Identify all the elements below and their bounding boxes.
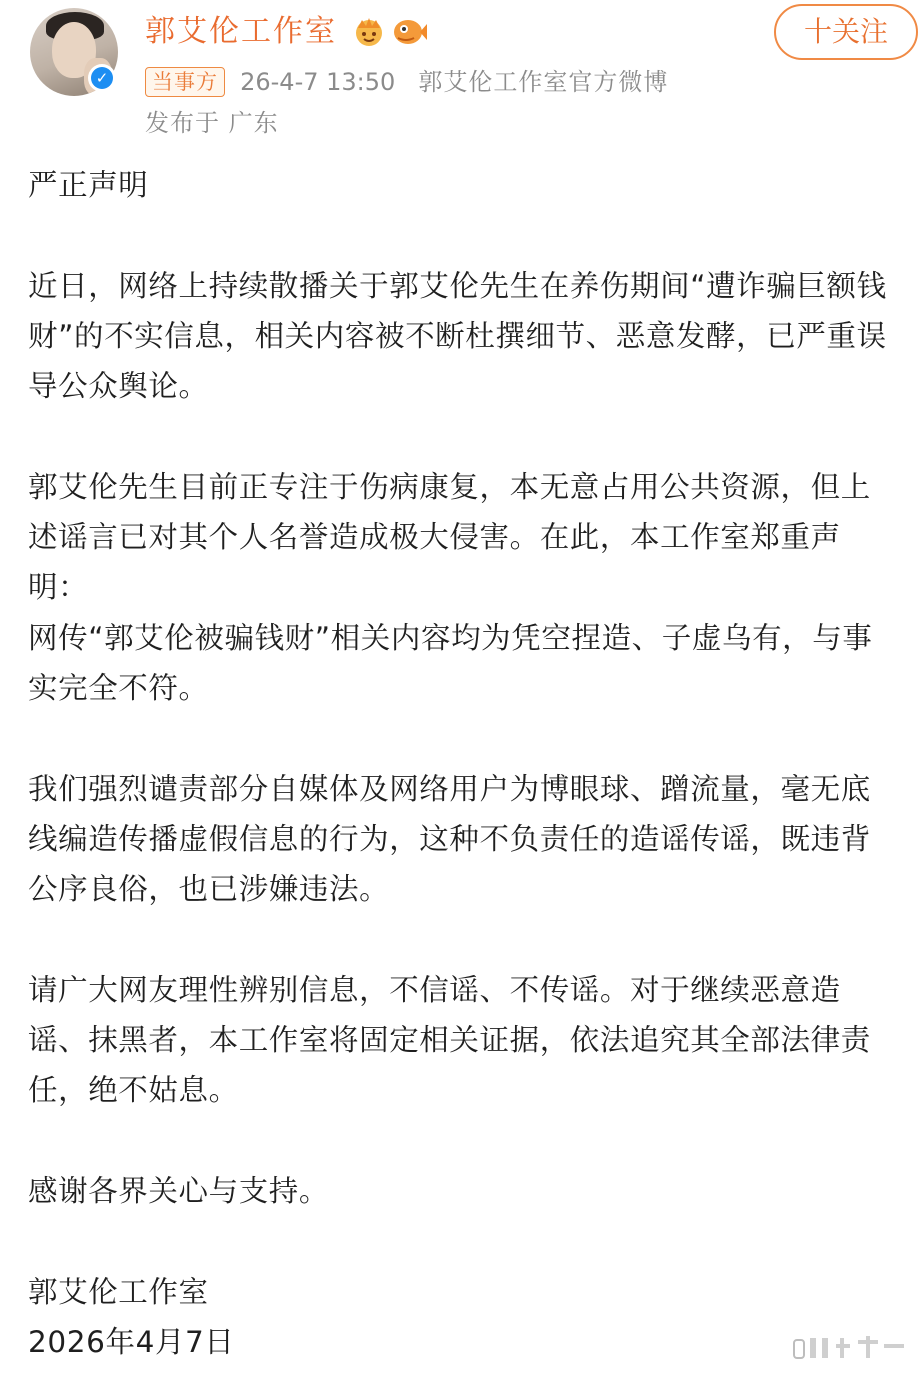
paragraph-3: 我们强烈谴责部分自媒体及网络用户为博眼球、蹭流量，毫无底线编造传播虚假信息的行为，这种不负责任的造谣传谣，既违背公序良俗，也已涉嫌违法。	[28, 771, 871, 907]
signature: 郭艾伦工作室	[28, 1274, 209, 1309]
paragraph-2: 郭艾伦先生目前正专注于伤病康复，本无意占用公共资源，但上述谣言已对其个人名誉造成极大侵害。在此，本工作室郑重声明：	[28, 469, 871, 605]
crown-badge-icon	[352, 14, 386, 48]
follow-button[interactable]: 十关注	[774, 4, 918, 60]
statement-date: 2026年4月7日	[28, 1324, 235, 1359]
post-source[interactable]: 郭艾伦工作室官方微博	[418, 68, 669, 96]
spacer	[28, 914, 900, 964]
verified-icon	[88, 64, 116, 92]
watermark-logo	[792, 1334, 908, 1362]
post-body	[28, 160, 900, 1367]
spacer	[28, 1116, 900, 1166]
verified-check: ✓	[91, 67, 113, 89]
account-name[interactable]: 郭艾伦工作室	[145, 14, 337, 49]
spacer	[28, 411, 900, 461]
paragraph-1: 近日，网络上持续散播关于郭艾伦先生在养伤期间“遭诈骗巨额钱财”的不实信息，相关内容被不断杜撰细节、恶意发酵，已严重误导公众舆论。	[28, 268, 887, 404]
paragraph-2b: 网传“郭艾伦被骗钱财”相关内容均为凭空捏造、子虚乌有，与事实完全不符。	[28, 620, 873, 705]
post-timestamp[interactable]: 26-4-7 13:50	[240, 68, 396, 96]
paragraph-4: 请广大网友理性辨别信息，不信谣、不传谣。对于继续恶意造谣、抹黑者，本工作室将固定相关证据，依法追究其全部法律责任，绝不姑息。	[28, 972, 871, 1108]
paragraph-5: 感谢各界关心与支持。	[28, 1173, 330, 1208]
spacer	[28, 1216, 900, 1266]
post-header	[0, 0, 922, 150]
meta-row	[145, 64, 668, 100]
fan-badge-icon	[392, 14, 428, 48]
spacer	[28, 210, 900, 260]
post-title: 严正声明	[28, 168, 149, 202]
post-location: 发布于 广东	[145, 109, 279, 137]
party-tag: 当事方	[145, 67, 225, 97]
spacer	[28, 713, 900, 763]
